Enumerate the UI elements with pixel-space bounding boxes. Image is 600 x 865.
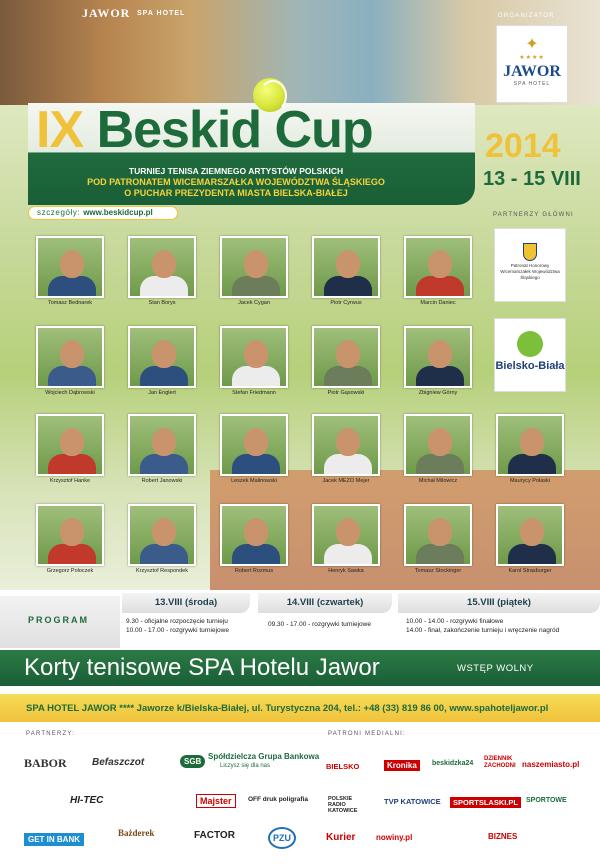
media-biznes: BIZNES bbox=[488, 832, 518, 841]
player-name: Marcin Daniec bbox=[420, 300, 456, 306]
player-name: Stefan Friedmann bbox=[232, 390, 276, 396]
player-name: Krzysztof Hanke bbox=[49, 478, 91, 484]
player-photo bbox=[404, 326, 472, 388]
sponsor-factor: FACTOR bbox=[194, 830, 235, 841]
player-body bbox=[324, 276, 372, 298]
player-head bbox=[60, 428, 84, 456]
sponsor-sgb-name: Spółdzielcza Grupa Bankowa bbox=[208, 752, 320, 761]
day-head-2: 14.VIII (czwartek) bbox=[258, 593, 392, 613]
player-head bbox=[60, 518, 84, 546]
sponsor-babor: BABOR bbox=[24, 756, 67, 770]
player-card bbox=[404, 326, 472, 396]
player-head bbox=[152, 340, 176, 368]
address-text: SPA HOTEL JAWOR **** Jaworze k/Bielska-Białej, ul. Turystyczna 204, tel.: +48 (33) 819 86 00, www.spahoteljawor.pl bbox=[26, 703, 549, 714]
player-head bbox=[60, 250, 84, 278]
player-name: Robert Janowski bbox=[141, 478, 183, 484]
title-name: Beskid Cup bbox=[83, 101, 373, 159]
player-body bbox=[416, 276, 464, 298]
player-name: Robert Rozmus bbox=[234, 568, 274, 574]
player-card bbox=[496, 504, 564, 574]
player-name: Wojciech Dąbrowski bbox=[45, 390, 95, 396]
hotel-sign: JAWOR bbox=[82, 6, 131, 20]
player-body bbox=[48, 366, 96, 388]
player-head bbox=[520, 428, 544, 456]
player-name: Grzegorz Poloczek bbox=[46, 568, 94, 574]
event-dates: 13 - 15 VIII bbox=[483, 168, 581, 190]
sponsor-getinbank: GET IN BANK bbox=[24, 833, 84, 846]
partner-city-name: Bielsko-Biała bbox=[495, 360, 565, 372]
player-body bbox=[232, 366, 280, 388]
player-name: Piotr Cyrwus bbox=[330, 300, 362, 306]
player-photo bbox=[312, 326, 380, 388]
crest-icon bbox=[523, 243, 537, 261]
sponsor-hitec: HI-TEC bbox=[70, 795, 104, 806]
day1-line1: 9.30 - oficjalne rozpoczęcie turnieju bbox=[126, 618, 228, 625]
media-naszemiasto: naszemiasto.pl bbox=[522, 760, 580, 769]
sponsor-befaszczot: Befaszczot bbox=[92, 757, 145, 768]
sponsor-majster: Majster bbox=[196, 794, 236, 808]
player-photo bbox=[404, 414, 472, 476]
partners-label: PARTNERZY GŁÓWNI bbox=[493, 212, 574, 218]
media-kurier: Kurier bbox=[326, 832, 356, 843]
player-photo bbox=[36, 326, 104, 388]
player-body bbox=[324, 454, 372, 476]
player-head bbox=[244, 250, 268, 278]
program-title: PROGRAM bbox=[28, 615, 89, 625]
player-name: Zbigniew Górny bbox=[418, 390, 458, 396]
player-photo bbox=[220, 236, 288, 298]
details-link[interactable] bbox=[28, 206, 178, 220]
media-sportowe: SPORTOWE bbox=[526, 797, 567, 804]
player-card bbox=[128, 236, 196, 306]
player-name: Stan Borys bbox=[148, 300, 176, 306]
media-bielsko: BIELSKO bbox=[326, 762, 360, 771]
player-photo bbox=[220, 414, 288, 476]
details-url[interactable]: www.beskidcup.pl bbox=[83, 208, 153, 217]
organizer-logo bbox=[496, 25, 568, 103]
player-head bbox=[336, 340, 360, 368]
player-name: Karol Strasburger bbox=[508, 568, 552, 574]
player-card bbox=[36, 414, 104, 484]
subtitle-line1: TURNIEJ TENISA ZIEMNEGO ARTYSTÓW POLSKICH bbox=[128, 166, 344, 176]
player-body bbox=[140, 544, 188, 566]
player-head bbox=[244, 428, 268, 456]
player-head bbox=[336, 428, 360, 456]
day-head-3: 15.VIII (piątek) bbox=[398, 593, 600, 613]
player-head bbox=[428, 340, 452, 368]
player-body bbox=[508, 454, 556, 476]
player-head bbox=[336, 518, 360, 546]
media-sportslaski: SPORTSLASKI.PL bbox=[450, 797, 521, 808]
day-head-1: 13.VIII (środa) bbox=[122, 593, 250, 613]
player-photo bbox=[404, 504, 472, 566]
player-card bbox=[220, 414, 288, 484]
details-label: szczegóły: bbox=[37, 208, 81, 217]
player-photo bbox=[128, 414, 196, 476]
player-name: Maurycy Polaski bbox=[509, 478, 551, 484]
player-photo bbox=[496, 504, 564, 566]
hotel-stars: ★★★★ bbox=[519, 55, 545, 61]
player-card bbox=[312, 236, 380, 306]
player-body bbox=[48, 454, 96, 476]
sponsor-sgb-logo: SGB bbox=[180, 755, 205, 768]
player-body bbox=[324, 366, 372, 388]
title-roman: IX bbox=[36, 101, 84, 159]
player-head bbox=[244, 518, 268, 546]
player-card bbox=[312, 414, 380, 484]
media-radio: POLSKIE RADIO KATOWICE bbox=[328, 796, 358, 814]
venue-title: Korty tenisowe SPA Hotelu Jawor bbox=[24, 654, 380, 681]
organizer-logo-text: JAWOR bbox=[503, 63, 561, 80]
free-entry: WSTĘP WOLNY bbox=[457, 663, 534, 674]
player-card bbox=[404, 504, 472, 574]
player-body bbox=[416, 454, 464, 476]
hotel-sign-sub: SPA HOTEL bbox=[137, 10, 186, 17]
player-photo bbox=[36, 504, 104, 566]
player-body bbox=[48, 276, 96, 298]
player-head bbox=[336, 250, 360, 278]
player-card bbox=[128, 504, 196, 574]
player-name: Jacek Cygan bbox=[238, 300, 270, 306]
player-card bbox=[496, 414, 564, 484]
city-logo-icon bbox=[517, 331, 543, 357]
player-photo bbox=[36, 414, 104, 476]
player-card bbox=[128, 326, 196, 396]
sponsor-bazderek: Bażderek bbox=[118, 828, 155, 838]
player-photo bbox=[220, 326, 288, 388]
player-body bbox=[416, 544, 464, 566]
player-name: Piotr Gąsowski bbox=[327, 390, 365, 396]
subtitle-line3: O PUCHAR PREZYDENTA MIASTA BIELSKA-BIAŁEJ bbox=[124, 188, 348, 198]
player-head bbox=[152, 518, 176, 546]
page-title bbox=[36, 100, 373, 160]
day3-line1: 10.00 - 14.00 - rozgrywki finałowe bbox=[406, 618, 504, 625]
player-body bbox=[140, 366, 188, 388]
player-body bbox=[140, 454, 188, 476]
player-body bbox=[232, 276, 280, 298]
player-name: Tomasz Bednarek bbox=[47, 300, 93, 306]
player-body bbox=[48, 544, 96, 566]
media-beskidzka24: beskidzka24 bbox=[432, 760, 474, 767]
sponsor-offdruk: OFF druk poligrafia bbox=[248, 796, 308, 803]
player-photo bbox=[404, 236, 472, 298]
player-body bbox=[140, 276, 188, 298]
player-photo bbox=[36, 236, 104, 298]
player-head bbox=[428, 518, 452, 546]
sponsor-pzu: PZU bbox=[268, 827, 296, 849]
day1-line2: 10.00 - 17.00 - rozgrywki turniejowe bbox=[126, 627, 229, 634]
organizer-logo-sub: SPA HOTEL bbox=[513, 81, 551, 87]
player-head bbox=[428, 250, 452, 278]
media-label: PATRONI MEDIALNI: bbox=[328, 731, 406, 737]
player-card bbox=[404, 414, 472, 484]
player-head bbox=[244, 340, 268, 368]
player-body bbox=[508, 544, 556, 566]
player-photo bbox=[312, 504, 380, 566]
player-card bbox=[404, 236, 472, 306]
subtitle-line2: POD PATRONATEM WICEMARSZAŁKA WOJEWÓDZTWA ŚLĄSKIEGO bbox=[87, 177, 385, 187]
player-name: Jacek MEZO Mejer bbox=[322, 478, 370, 484]
partner-voivodeship bbox=[494, 228, 566, 302]
organizer-label: ORGANIZATOR bbox=[498, 13, 555, 19]
player-photo bbox=[128, 326, 196, 388]
sponsor-sgb-slogan: Liczysz się dla nas bbox=[220, 763, 271, 769]
partner-city bbox=[494, 318, 566, 392]
player-photo bbox=[312, 414, 380, 476]
media-nowiny: nowiny.pl bbox=[376, 833, 413, 842]
player-body bbox=[232, 544, 280, 566]
player-head bbox=[60, 340, 84, 368]
player-card bbox=[36, 326, 104, 396]
player-name: Krzysztof Respondek bbox=[136, 568, 188, 574]
player-card bbox=[220, 326, 288, 396]
player-photo bbox=[496, 414, 564, 476]
player-name: Henryk Sawka bbox=[328, 568, 364, 574]
player-body bbox=[416, 366, 464, 388]
day2-line1: 09.30 - 17.00 - rozgrywki turniejowe bbox=[268, 621, 371, 628]
player-card bbox=[220, 236, 288, 306]
player-photo bbox=[220, 504, 288, 566]
media-dziennik: DZIENNIK ZACHODNI bbox=[484, 756, 516, 769]
player-card bbox=[36, 504, 104, 574]
player-head bbox=[152, 428, 176, 456]
player-card bbox=[312, 326, 380, 396]
player-card bbox=[312, 504, 380, 574]
media-kronika: Kronika bbox=[384, 760, 420, 771]
player-photo bbox=[128, 504, 196, 566]
media-tvp: TVP KATOWICE bbox=[384, 797, 441, 806]
player-photo bbox=[128, 236, 196, 298]
day3-line2: 14.00 - finał, zakończenie turnieju i wręczenie nagród bbox=[406, 627, 560, 634]
player-name: Jan Englert bbox=[148, 390, 176, 396]
event-year: 2014 bbox=[485, 127, 561, 165]
player-head bbox=[428, 428, 452, 456]
player-name: Leszek Malinowski bbox=[231, 478, 277, 484]
player-body bbox=[232, 454, 280, 476]
player-body bbox=[324, 544, 372, 566]
player-head bbox=[520, 518, 544, 546]
player-card bbox=[128, 414, 196, 484]
player-photo bbox=[312, 236, 380, 298]
sponsors-label: PARTNERZY: bbox=[26, 731, 76, 737]
partner-voivodeship-text: Patronat Honorowy Wicemarszałek Województwa Śląskiego bbox=[500, 263, 560, 280]
player-head bbox=[152, 250, 176, 278]
player-card bbox=[220, 504, 288, 574]
player-card bbox=[36, 236, 104, 306]
star-icon: ✦ bbox=[525, 36, 539, 53]
player-name: Michał Milowicz bbox=[418, 478, 458, 484]
player-name: Tomasz Stockinger bbox=[414, 568, 462, 574]
